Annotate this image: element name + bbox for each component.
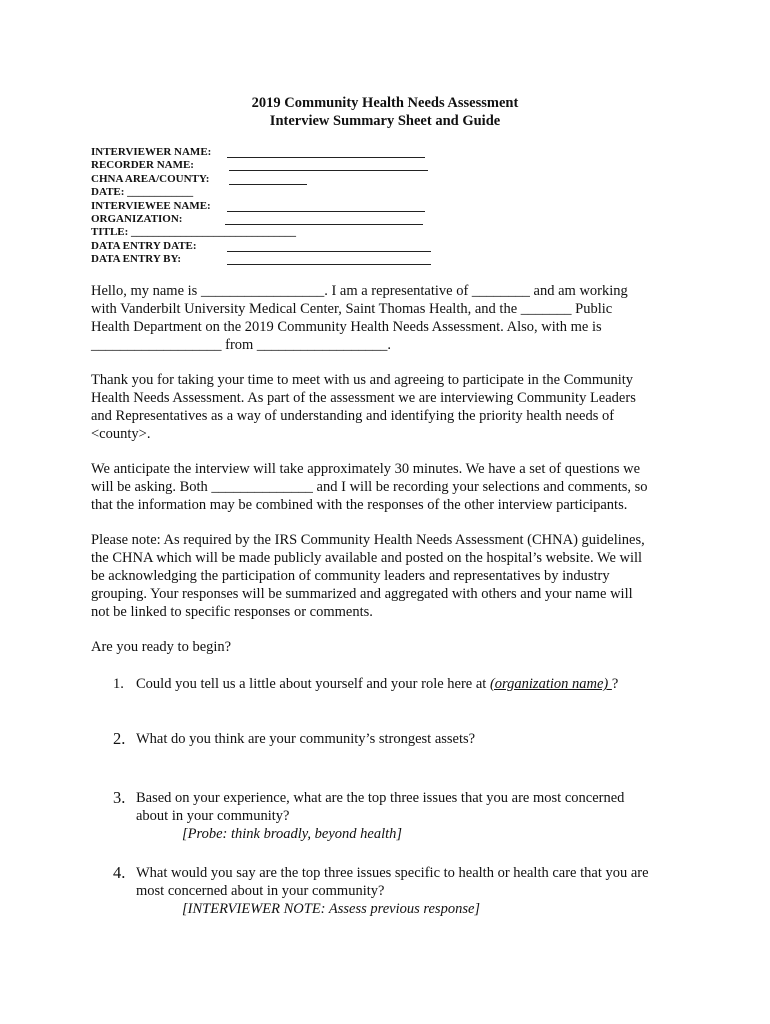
ready-prompt: Are you ready to begin? bbox=[91, 639, 232, 655]
question-end: ? bbox=[611, 676, 619, 692]
field-data-entry-by bbox=[91, 253, 296, 266]
field-title bbox=[91, 226, 296, 239]
anticipate-line: We anticipate the interview will take approximately 30 minutes. We have a set of questions we bbox=[91, 461, 641, 477]
intro-line: __________________ from __________________. bbox=[91, 337, 392, 353]
thanks-line: Health Needs Assessment. As part of the assessment we are interviewing Community Leaders bbox=[91, 390, 636, 406]
field-label: INTERVIEWEE NAME: bbox=[91, 199, 211, 212]
field-label: ORGANIZATION: bbox=[91, 212, 183, 225]
field-label[interactable]: DATE: ____________ bbox=[91, 186, 194, 199]
thanks-line: <county>. bbox=[91, 426, 151, 442]
question-text bbox=[136, 789, 624, 843]
field-label: DATA ENTRY BY: bbox=[91, 253, 182, 266]
header-fields bbox=[91, 146, 296, 267]
intro-line: with Vanderbilt University Medical Center, Saint Thomas Health, and the _______ Public bbox=[91, 301, 613, 317]
note-paragraph bbox=[91, 531, 691, 621]
intro-line: Health Department on the 2019 Community Health Needs Assessment. Also, with me is bbox=[91, 319, 602, 335]
field-label: INTERVIEWER NAME: bbox=[91, 146, 212, 158]
anticipate-line: will be asking. Both ______________ and I will be recording your selections and comments, so bbox=[91, 479, 648, 495]
anticipate-paragraph bbox=[91, 460, 691, 514]
thanks-line: Thank you for taking your time to meet with us and agreeing to participate in the Community bbox=[91, 372, 634, 388]
thanks-line: and Representatives as a way of understanding and identifying the priority health needs of bbox=[91, 408, 615, 424]
field-line[interactable] bbox=[229, 170, 428, 171]
field-data-entry-date bbox=[91, 240, 296, 253]
field-line[interactable] bbox=[227, 264, 431, 265]
thanks-paragraph bbox=[91, 371, 691, 443]
note-line: grouping. Your responses will be summarized and aggregated with others and your name will bbox=[91, 586, 633, 602]
intro-line: Hello, my name is _________________. I am a representative of ________ and am working bbox=[91, 283, 628, 299]
field-line[interactable] bbox=[229, 184, 307, 185]
intro-paragraph bbox=[91, 282, 691, 354]
question-number: 2. bbox=[113, 729, 126, 748]
field-label: DATA ENTRY DATE: bbox=[91, 239, 197, 252]
question-text: What do you think are your community’s strongest assets? bbox=[136, 731, 476, 747]
field-organization bbox=[91, 213, 296, 226]
note-line: Please note: As required by the IRS Community Health Needs Assessment (CHNA) guidelines, bbox=[91, 532, 645, 548]
field-label: RECORDER NAME: bbox=[91, 159, 194, 172]
field-interviewee-name bbox=[91, 200, 296, 213]
field-recorder-name bbox=[91, 159, 296, 172]
question-line: Could you tell us a little about yourself and your role here at bbox=[136, 676, 490, 692]
question-number: 4. bbox=[113, 863, 126, 882]
field-line[interactable] bbox=[225, 224, 423, 225]
question-text bbox=[136, 864, 649, 918]
field-line[interactable] bbox=[227, 157, 425, 158]
document-subtitle: Interview Summary Sheet and Guide bbox=[269, 113, 501, 129]
question-line: about in your community? bbox=[136, 808, 290, 824]
field-label[interactable]: TITLE: ______________________________ bbox=[91, 226, 297, 239]
question-line: Based on your experience, what are the top three issues that you are most concerned bbox=[136, 790, 625, 806]
question-line: What would you say are the top three issues specific to health or health care that you are bbox=[136, 865, 649, 881]
field-line[interactable] bbox=[227, 251, 431, 252]
field-label: CHNA AREA/COUNTY: bbox=[91, 172, 210, 185]
question-text bbox=[136, 675, 618, 693]
note-line: not be linked to specific responses or comments. bbox=[91, 604, 373, 620]
note-line: be acknowledging the participation of community leaders and representatives by industry bbox=[91, 568, 610, 584]
organization-name-placeholder[interactable]: (organization name) bbox=[489, 676, 612, 692]
anticipate-line: that the information may be combined with the responses of the other interview participants. bbox=[91, 497, 628, 513]
question-number: 1. bbox=[113, 676, 124, 692]
document-title: 2019 Community Health Needs Assessment bbox=[251, 95, 519, 111]
field-line[interactable] bbox=[227, 211, 425, 212]
question-number: 3. bbox=[113, 788, 126, 807]
field-interviewer-name bbox=[91, 146, 296, 159]
field-date bbox=[91, 186, 296, 199]
question-line: most concerned about in your community? bbox=[136, 883, 385, 899]
field-chna-area bbox=[91, 173, 296, 186]
probe-note: [Probe: think broadly, beyond health] bbox=[182, 826, 403, 842]
note-line: the CHNA which will be made publicly available and posted on the hospital’s website. We will bbox=[91, 550, 643, 566]
interviewer-note: [INTERVIEWER NOTE: Assess previous response] bbox=[182, 901, 481, 917]
